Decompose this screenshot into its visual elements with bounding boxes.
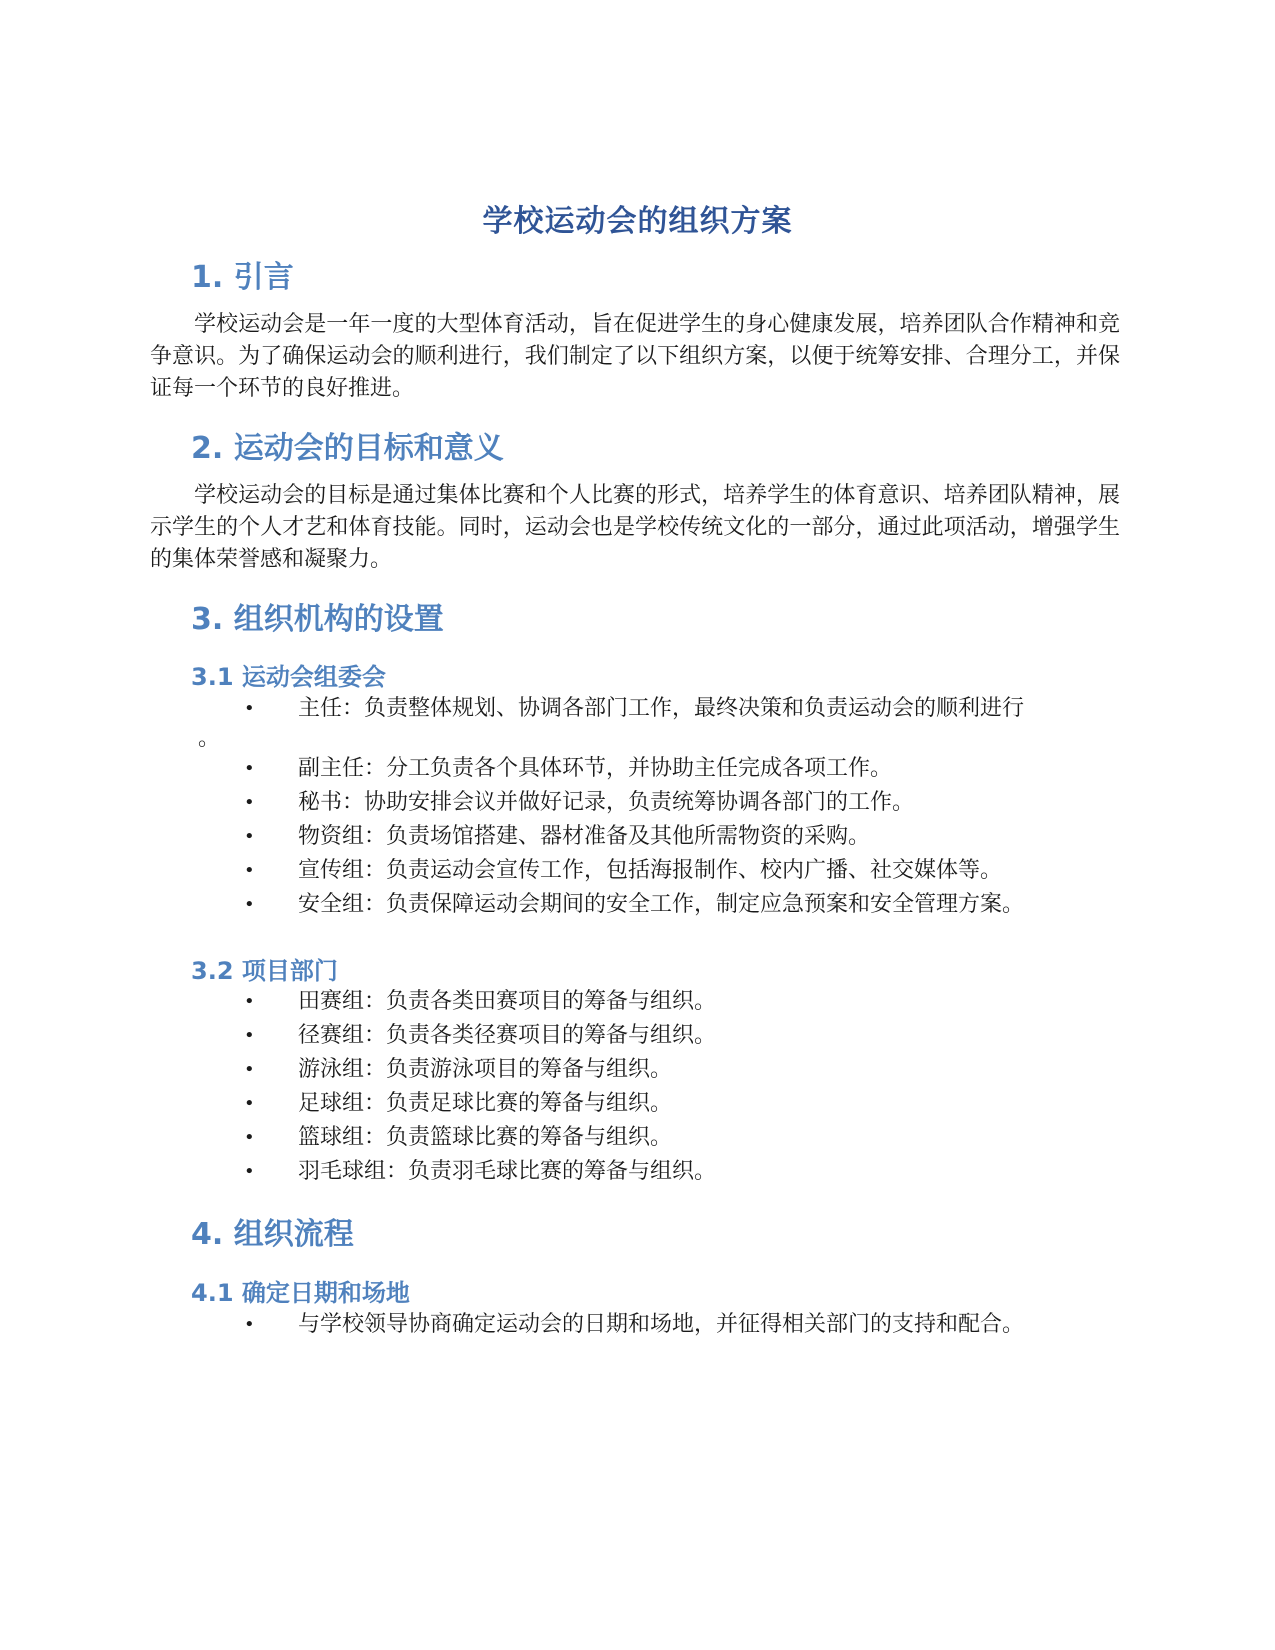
subsection-heading-departments: 3.2 项目部门 [191, 957, 338, 985]
list-item [150, 1087, 1120, 1121]
bullet-icon: • [244, 698, 255, 719]
list-item [150, 1053, 1120, 1087]
section-paragraph-intro: 学校运动会是一年一度的大型体育活动，旨在促进学生的身心健康发展，培养团队合作精神和竞争意识。为了确保运动会的顺利进行，我们制定了以下组织方案，以便于统筹安排、合理分工，并保证每一个环节的良好推进。 [150, 312, 1120, 401]
list-item [150, 1121, 1120, 1155]
bullet-icon: • [244, 1127, 255, 1148]
section-heading-intro: 1. 引言 [191, 260, 294, 295]
list-item-text: 副主任：分工负责各个具体环节，并协助主任完成各项工作。 [298, 756, 893, 781]
document-title: 学校运动会的组织方案 [482, 204, 793, 239]
list-item-text: 与学校领导协商确定运动会的日期和场地，并征得相关部门的支持和配合。 [298, 1312, 1025, 1337]
list-item [150, 820, 1120, 854]
list-item-text: 游泳组：负责游泳项目的筹备与组织。 [298, 1057, 673, 1082]
list-item-text-tail: 。 [198, 726, 221, 751]
bullet-icon: • [244, 1161, 255, 1182]
subsection-heading-committee: 3.1 运动会组委会 [191, 663, 386, 691]
list-item [150, 888, 1120, 922]
list-item-text: 秘书：协助安排会议并做好记录，负责统筹协调各部门的工作。 [298, 790, 915, 815]
subsection-heading-date-venue: 4.1 确定日期和场地 [191, 1279, 410, 1307]
bullet-icon: • [244, 991, 255, 1012]
bullet-icon: • [244, 894, 255, 915]
bullet-icon: • [244, 758, 255, 779]
list-item [150, 752, 1120, 786]
bullet-icon: • [244, 1314, 255, 1335]
bullet-icon: • [244, 792, 255, 813]
bullet-icon: • [244, 1059, 255, 1080]
list-item [150, 692, 1120, 752]
list-item-text: 篮球组：负责篮球比赛的筹备与组织。 [298, 1125, 673, 1150]
list-item-text: 宣传组：负责运动会宣传工作，包括海报制作、校内广播、社交媒体等。 [298, 858, 1003, 883]
list-item [150, 1155, 1120, 1189]
section-heading-process: 4. 组织流程 [191, 1217, 354, 1252]
bullet-icon: • [244, 1025, 255, 1046]
list-item-text: 主任：负责整体规划、协调各部门工作，最终决策和负责运动会的顺利进行 [298, 696, 1025, 721]
section-heading-organization: 3. 组织机构的设置 [191, 602, 444, 637]
list-item [150, 854, 1120, 888]
list-item [150, 1019, 1120, 1053]
committee-list [150, 692, 1120, 922]
date-venue-list [150, 1308, 1120, 1342]
bullet-icon: • [244, 860, 255, 881]
section-heading-goals: 2. 运动会的目标和意义 [191, 431, 504, 466]
list-item-text: 径赛组：负责各类径赛项目的筹备与组织。 [298, 1023, 717, 1048]
list-item [150, 786, 1120, 820]
list-item-text: 羽毛球组：负责羽毛球比赛的筹备与组织。 [298, 1159, 717, 1184]
bullet-icon: • [244, 1093, 255, 1114]
list-item [150, 985, 1120, 1019]
list-item-text: 安全组：负责保障运动会期间的安全工作，制定应急预案和安全管理方案。 [298, 892, 1025, 917]
list-item-text: 足球组：负责足球比赛的筹备与组织。 [298, 1091, 673, 1116]
section-paragraph-goals: 学校运动会的目标是通过集体比赛和个人比赛的形式，培养学生的体育意识、培养团队精神，展示学生的个人才艺和体育技能。同时，运动会也是学校传统文化的一部分，通过此项活动，增强学生的集体荣誉感和凝聚力。 [150, 483, 1120, 572]
list-item-text: 物资组：负责场馆搭建、器材准备及其他所需物资的采购。 [298, 824, 871, 849]
departments-list [150, 985, 1120, 1189]
list-item [150, 1308, 1120, 1342]
bullet-icon: • [244, 826, 255, 847]
list-item-text: 田赛组：负责各类田赛项目的筹备与组织。 [298, 989, 717, 1014]
